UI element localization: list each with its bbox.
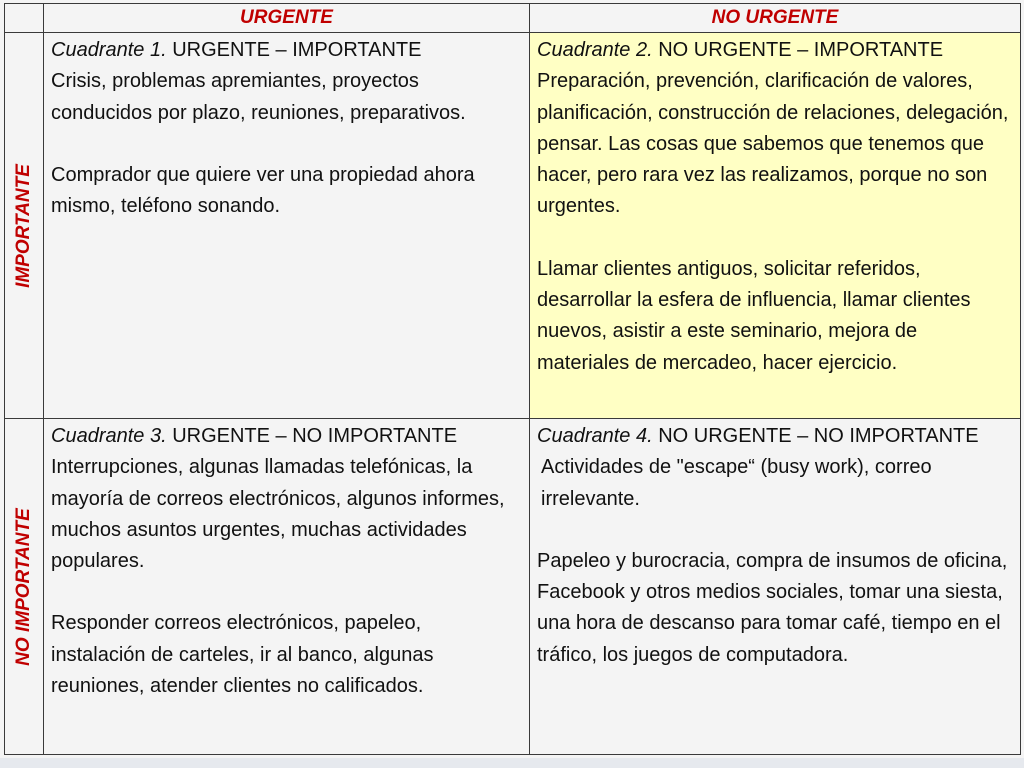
quadrant-2-title: Cuadrante 2.: [537, 39, 653, 61]
quadrant-3-title: Cuadrante 3.: [51, 425, 167, 447]
quadrant-3: [44, 419, 530, 755]
quadrant-3-examples: Responder correos electrónicos, papeleo, instalación de carteles, ir al banco, algunas reuniones, atender clientes no calificados.: [51, 612, 434, 698]
quadrant-4-examples: Papeleo y burocracia, compra de insumos de oficina, Facebook y otros medios sociales, tomar una siesta, una hora de descanso para tomar café, tiempo en el tráfico, los juegos de computadora.: [537, 549, 1008, 666]
quadrant-2-subtitle: NO URGENTE – IMPORTANTE: [652, 39, 944, 61]
quadrant-2-heading: [537, 35, 1012, 66]
quadrant-1: [44, 33, 530, 419]
row-label-important: IMPORTANTE: [13, 163, 34, 288]
header-urgent: URGENTE: [44, 4, 530, 33]
quadrant-3-heading: [51, 421, 521, 452]
row-label-not-important: NO IMPORTANTE: [13, 507, 34, 666]
quadrant-1-heading: [51, 35, 521, 66]
quadrant-1-title: Cuadrante 1.: [51, 39, 167, 61]
header-row: [5, 4, 1021, 33]
quadrant-3-description: Interrupciones, algunas llamadas telefónicas, la mayoría de correos electrónicos, algunos informes, muchos asuntos urgentes, muchas actividades populares.: [51, 456, 505, 573]
quadrant-4-description: Actividades de "escape“ (busy work), correo irrelevante.: [541, 456, 932, 510]
quadrant-2-examples: Llamar clientes antiguos, solicitar referidos, desarrollar la esfera de influencia, llamar clientes nuevos, asistir a este seminario, mejora de materiales de mercadeo, hacer ejercicio.: [537, 257, 971, 374]
bottom-strip: [0, 758, 1024, 768]
quadrant-1-description: Crisis, problemas apremiantes, proyectos conducidos por plazo, reuniones, preparativos.: [51, 70, 466, 124]
quadrant-2: [530, 33, 1021, 419]
quadrant-4-heading: [537, 421, 1012, 452]
row-label-important-cell: [5, 33, 44, 419]
quadrant-4-subtitle: NO URGENTE – NO IMPORTANTE: [652, 425, 979, 447]
quadrant-4: [530, 419, 1021, 755]
row-important: [5, 33, 1021, 419]
quadrant-2-description: Preparación, prevención, clarificación de valores, planificación, construcción de relaciones, delegación, pensar. Las cosas que sabemos que tenemos que hacer, pero rara vez las realizamos, porque no son urgentes.: [537, 70, 1009, 218]
corner-cell: [5, 4, 44, 33]
row-not-important: [5, 419, 1021, 755]
quadrant-4-title: Cuadrante 4.: [537, 425, 653, 447]
priority-matrix-table: [4, 3, 1021, 755]
row-label-not-important-cell: [5, 419, 44, 755]
header-not-urgent: NO URGENTE: [530, 4, 1021, 33]
quadrant-1-examples: Comprador que quiere ver una propiedad ahora mismo, teléfono sonando.: [51, 163, 475, 218]
quadrant-3-subtitle: URGENTE – NO IMPORTANTE: [166, 425, 458, 447]
quadrant-1-subtitle: URGENTE – IMPORTANTE: [166, 39, 422, 61]
